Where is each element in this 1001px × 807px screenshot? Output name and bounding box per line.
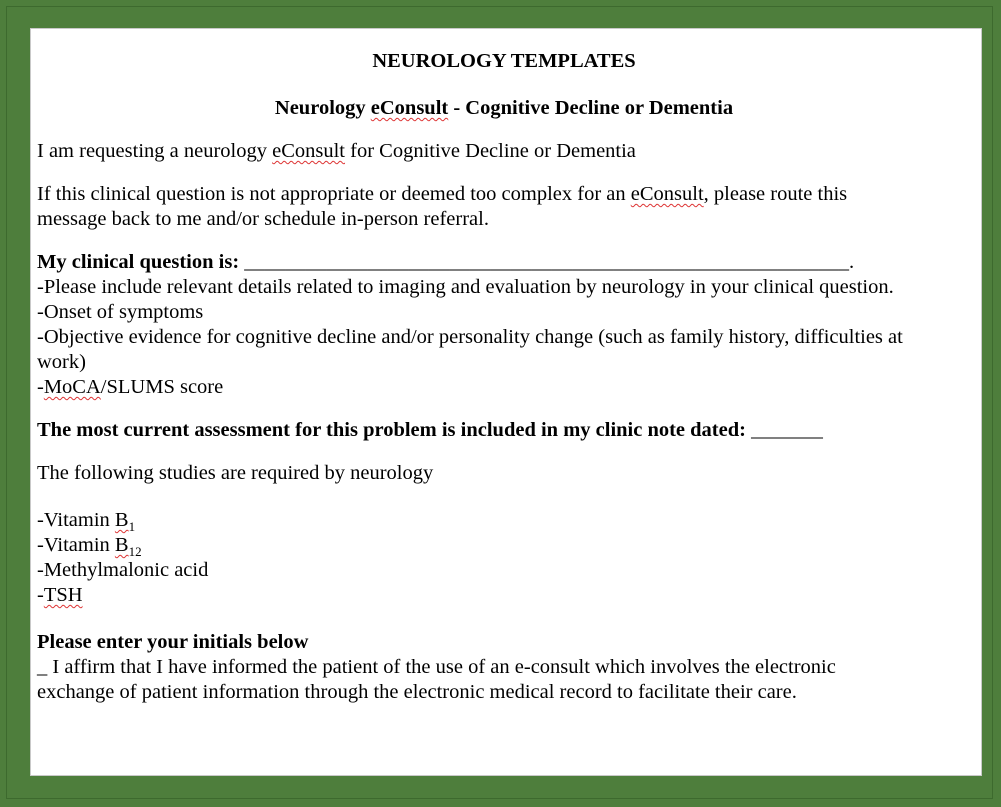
clinical-question-line	[37, 250, 971, 275]
scores-moca: MoCA	[43, 376, 101, 398]
b12-prefix: -Vitamin	[37, 534, 115, 556]
b1-term	[114, 509, 136, 535]
routing-line-2: message back to me and/or schedule in-person referral.	[37, 208, 489, 230]
study-tsh	[37, 583, 971, 608]
request-prefix: I am requesting a neurology	[37, 140, 273, 162]
b1-letter: B	[114, 509, 129, 531]
studies-intro: The following studies are required by neurology	[37, 462, 434, 484]
study-vitamin-b1	[37, 508, 971, 533]
initials-label: Please enter your initials below	[37, 631, 309, 653]
tsh-term: TSH	[43, 584, 83, 606]
request-paragraph	[37, 139, 971, 164]
clinical-item-evidence: -Objective evidence for cognitive decline and/or personality change (such as family history, difficulties at	[37, 326, 903, 348]
routing-line-1	[37, 182, 971, 207]
clinical-question-blank: ___________________________________________________________.	[239, 251, 855, 273]
routing-prefix: If this clinical question is not appropriate or deemed too complex for an	[37, 183, 631, 205]
routing-paragraph	[37, 182, 971, 232]
b12-letter: B	[114, 534, 129, 556]
assessment-label: The most current assessment for this problem is included in my clinic note dated:	[37, 419, 746, 441]
document-page	[30, 28, 982, 776]
request-suffix: for Cognitive Decline or Dementia	[345, 140, 636, 162]
initials-line-2: exchange of patient information through the electronic medical record to facilitate their care.	[37, 681, 797, 703]
title-prefix: Neurology	[274, 97, 371, 119]
clinical-item-onset: -Onset of symptoms	[37, 301, 204, 323]
clinical-question-section	[37, 250, 971, 400]
title-suffix: - Cognitive Decline or Dementia	[448, 97, 734, 119]
document-content	[37, 49, 971, 705]
study-vitamin-b12	[37, 533, 971, 558]
tsh-dash: -	[37, 584, 44, 606]
studies-list	[37, 508, 971, 608]
assessment-blank: _______	[745, 419, 823, 441]
initials-line-1: _ I affirm that I have informed the patient of the use of an e-consult which involves the electronic	[37, 656, 836, 678]
clinical-question-label: My clinical question is:	[37, 251, 240, 273]
b1-prefix: -Vitamin	[37, 509, 115, 531]
initials-section	[37, 630, 971, 705]
routing-econsult: eConsult	[630, 183, 704, 205]
study-methylmalonic-acid: -Methylmalonic acid	[37, 559, 209, 581]
document-header: NEUROLOGY TEMPLATES	[372, 50, 636, 72]
clinical-item-evidence-cont: work)	[37, 351, 86, 373]
clinical-item-details: -Please include relevant details related to imaging and evaluation by neurology in your clinical question.	[37, 276, 894, 298]
document-title	[37, 96, 971, 121]
routing-suffix: , please route this	[703, 183, 848, 205]
scores-rest: /SLUMS score	[100, 376, 224, 398]
assessment-line	[37, 418, 971, 443]
b12-sub: 12	[128, 544, 142, 560]
title-econsult: eConsult	[370, 97, 449, 119]
scores-dash: -	[37, 376, 44, 398]
b1-sub: 1	[128, 519, 136, 535]
clinical-item-scores	[37, 375, 971, 400]
request-econsult: eConsult	[272, 140, 346, 162]
b12-term	[114, 534, 142, 560]
